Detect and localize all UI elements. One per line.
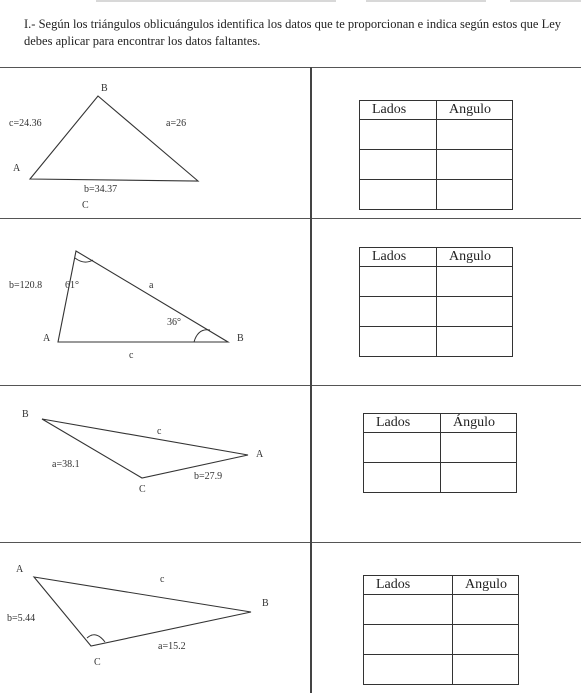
header-lados: Lados [360, 101, 437, 120]
triangle-2-svg [0, 218, 310, 385]
answer-cell[interactable] [360, 180, 437, 210]
vertex-label-A: A [256, 449, 264, 460]
vertex-label-C: C [139, 484, 146, 495]
side-label-c: c [160, 574, 165, 585]
answer-cell[interactable] [360, 297, 437, 327]
answer-cell[interactable] [441, 463, 517, 493]
triangle-4-shape [34, 577, 251, 646]
triangle-1-shape [30, 96, 198, 181]
header-lados: Lados [364, 414, 441, 433]
answer-cell[interactable] [437, 150, 513, 180]
vertex-label-B: B [237, 333, 244, 344]
answer-cell[interactable] [437, 180, 513, 210]
triangle-3-svg [0, 385, 310, 542]
vertex-label-B: B [262, 598, 269, 609]
answer-table-3 [363, 413, 517, 493]
side-label-b: b=34.37 [84, 184, 118, 195]
answer-cell[interactable] [453, 625, 519, 655]
answer-cell[interactable] [364, 595, 453, 625]
vertex-label-A: A [16, 564, 24, 575]
triangle-figure-2 [0, 218, 310, 385]
answer-cell[interactable] [360, 327, 437, 357]
column-divider [310, 67, 312, 693]
angle-label-61: 61° [65, 280, 79, 291]
answer-table-4 [363, 575, 519, 685]
answer-table-1 [359, 100, 513, 210]
header-angulo: Angulo [453, 576, 519, 595]
answer-cell[interactable] [437, 120, 513, 150]
header-lados: Lados [360, 248, 437, 267]
side-label-a: a [149, 280, 154, 291]
triangle-1-svg [0, 67, 310, 218]
answer-cell[interactable] [453, 595, 519, 625]
vertex-label-A: A [13, 163, 21, 174]
angle-label-36: 36° [167, 317, 181, 328]
top-rule-3 [510, 0, 581, 2]
vertex-label-A: A [43, 333, 51, 344]
top-rule-2 [366, 0, 486, 2]
header-angulo: Angulo [437, 101, 513, 120]
side-label-a: a=26 [166, 118, 187, 129]
vertex-label-C: C [82, 200, 89, 211]
triangle-figure-3 [0, 385, 310, 542]
vertex-label-B: B [22, 409, 29, 420]
triangle-2-shape [58, 251, 228, 342]
top-rule-1 [96, 0, 336, 2]
triangle-4-svg [0, 542, 310, 693]
side-label-c: c=24.36 [9, 118, 42, 129]
side-label-b: b=120.8 [9, 280, 43, 291]
side-label-c: c [129, 350, 134, 361]
side-label-a: a=15.2 [158, 641, 186, 652]
side-label-c: c [157, 426, 162, 437]
side-label-a: a=38.1 [52, 459, 80, 470]
answer-cell[interactable] [360, 150, 437, 180]
header-angulo: Ángulo [441, 414, 517, 433]
triangle-figure-4 [0, 542, 310, 693]
answer-cell[interactable] [360, 267, 437, 297]
vertex-label-C: C [94, 657, 101, 668]
answer-cell[interactable] [437, 297, 513, 327]
answer-cell[interactable] [437, 327, 513, 357]
side-label-b: b=27.9 [194, 471, 223, 482]
triangle-figure-1 [0, 67, 310, 218]
answer-cell[interactable] [364, 463, 441, 493]
header-lados: Lados [364, 576, 453, 595]
angle-arc-C [87, 635, 105, 642]
side-label-b: b=5.44 [7, 613, 36, 624]
vertex-label-B: B [101, 83, 108, 94]
answer-cell[interactable] [364, 655, 453, 685]
answer-table-2 [359, 247, 513, 357]
angle-arc-B [194, 330, 210, 342]
answer-cell[interactable] [360, 120, 437, 150]
instructions-text: I.- Según los triángulos oblicuángulos identifica los datos que te proporcionan e indica según estos que Ley debes aplicar para encontrar los datos faltantes. [24, 17, 562, 48]
answer-cell[interactable] [453, 655, 519, 685]
answer-cell[interactable] [437, 267, 513, 297]
answer-cell[interactable] [441, 433, 517, 463]
header-angulo: Angulo [437, 248, 513, 267]
answer-cell[interactable] [364, 625, 453, 655]
answer-cell[interactable] [364, 433, 441, 463]
